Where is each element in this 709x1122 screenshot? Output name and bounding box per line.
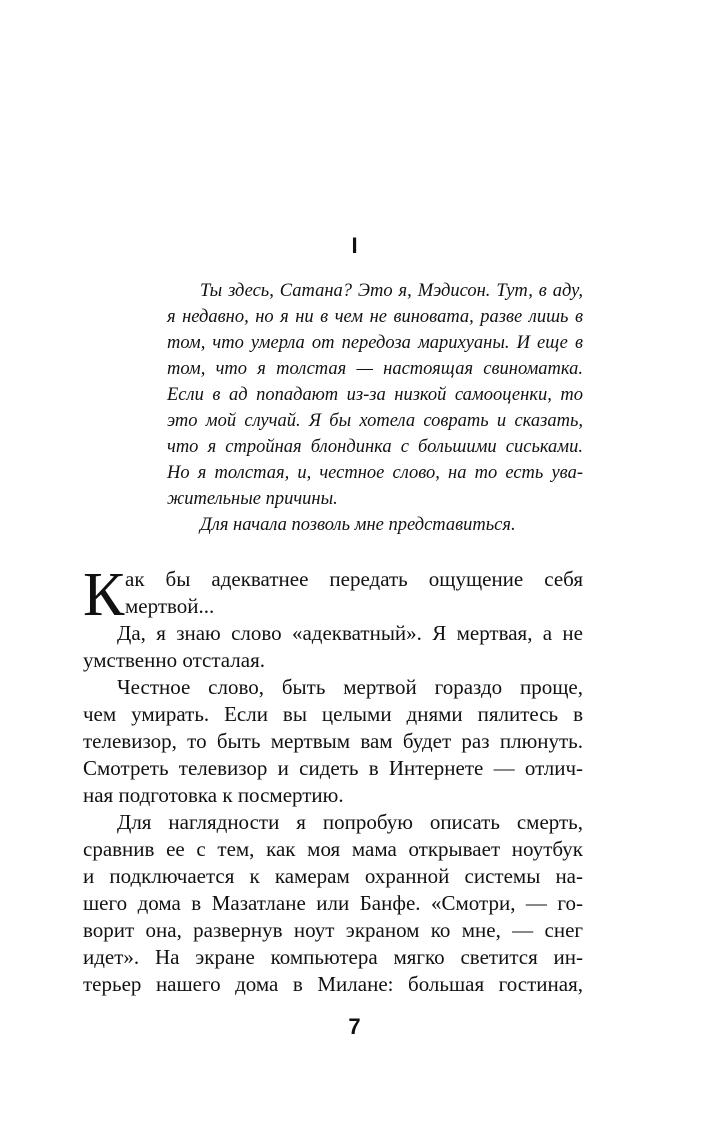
epigraph-line: том, что я толстая — настоящая свиноматка. <box>167 359 583 379</box>
epigraph-line: Для начала позволь мне представиться. <box>200 515 516 535</box>
epigraph-line: я недавно, но я ни в чем не виновата, разве лишь в <box>167 307 583 327</box>
text-line: умственно отсталая. <box>83 648 265 672</box>
text-line: идет». На экране компьютера мягко светится ин- <box>83 945 583 969</box>
text-line: Честное слово, быть мертвой гораздо проще, <box>117 675 583 699</box>
text-line: ворит она, развернув ноут экраном ко мне, — снег <box>83 918 583 942</box>
chapter-number: I <box>351 233 358 258</box>
drop-cap: К <box>83 561 125 629</box>
epigraph-line: что я стройная блондинка с большими сиськами. <box>167 437 583 457</box>
opening-paragraph <box>83 561 583 629</box>
body-text <box>83 561 583 998</box>
epigraph-line: жительные причины. <box>167 489 338 509</box>
page-number: 7 <box>348 1014 361 1039</box>
epigraph-line: Но я толстая, и, честное слово, на то есть ува- <box>167 463 583 483</box>
text-line: мертвой... <box>125 594 215 618</box>
text-line: сравнив ее с тем, как моя мама открывает ноутбук <box>83 837 583 861</box>
epigraph-line: том, что умерла от передоза марихуаны. И еще в <box>167 333 583 353</box>
text-line: терьер нашего дома в Милане: большая гостиная, <box>83 972 583 996</box>
epigraph-line: Ты здесь, Сатана? Это я, Мэдисон. Тут, в аду, <box>200 281 583 301</box>
text-line: Да, я знаю слово «адекватный». Я мертвая, а не <box>117 621 583 645</box>
text-line: Для наглядности я попробую описать смерть, <box>117 810 583 834</box>
epigraph-line: Если в ад попадают из-за низкой самооценки, то <box>167 385 583 405</box>
text-line: ак бы адекватнее передать ощущение себя <box>125 567 583 591</box>
text-line: телевизор, то быть мертвым вам будет раз плюнуть. <box>83 729 583 753</box>
text-line: ная подготовка к посмертию. <box>83 783 344 807</box>
text-line: и подключается к камерам охранной системы на- <box>83 864 583 888</box>
epigraph-line: это мой случай. Я бы хотела соврать и сказать, <box>167 411 583 431</box>
epigraph <box>167 278 583 538</box>
text-line: чем умирать. Если вы целыми днями пялитесь в <box>83 702 583 726</box>
text-line: Смотреть телевизор и сидеть в Интернете — отлич- <box>83 756 583 780</box>
text-line: шего дома в Мазатлане или Банфе. «Смотри, — го- <box>83 891 583 915</box>
